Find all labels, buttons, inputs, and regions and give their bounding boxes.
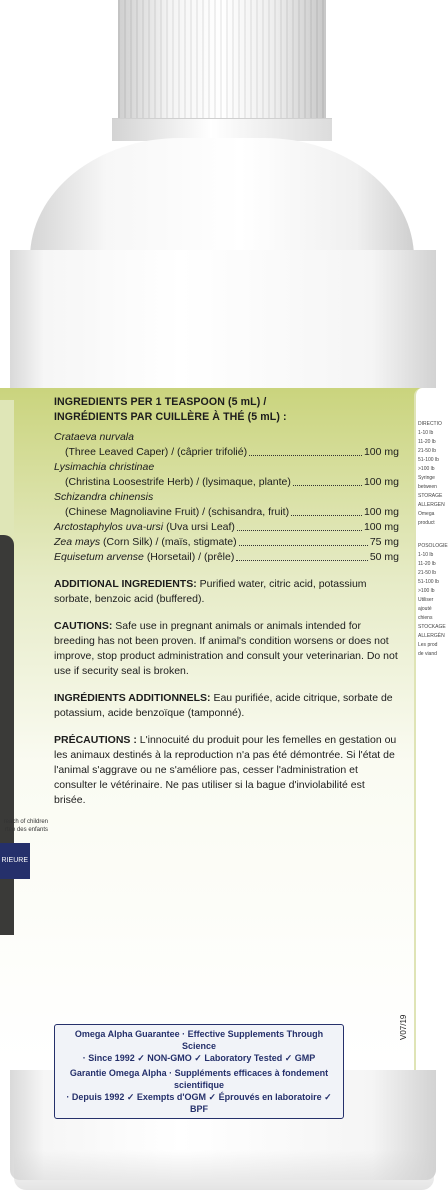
additional-ingredients-fr-label: INGRÉDIENTS ADDITIONNELS: — [54, 692, 211, 704]
ingredient-row — [54, 475, 399, 490]
cautions-label: CAUTIONS: — [54, 620, 113, 632]
directions-fragment: >100 lb — [418, 466, 435, 472]
directions-fragment: Les prod — [418, 642, 438, 648]
dot-leader — [236, 560, 367, 561]
guarantee-fr-line2: · Depuis 1992 ✓ Exempts d'OGM ✓ Éprouvés en laboratoire ✓ BPF — [66, 1092, 332, 1114]
child-warning-fr: rtée des enfants — [4, 827, 48, 833]
cautions — [54, 619, 399, 679]
ingredient-row — [54, 505, 399, 520]
ingredients-list — [54, 430, 399, 565]
lot-code-text: V07/19 — [399, 1014, 408, 1040]
directions-fragment: 51-100 lb — [418, 579, 439, 585]
ingredient-amount: 75 mg — [369, 536, 399, 548]
ingredient-common-name: (Chinese Magnoliavine Fruit) / (schisandra, fruit) — [65, 506, 290, 518]
guarantee-en-line2: · Since 1992 ✓ NON-GMO ✓ Laboratory Tested ✓ GMP — [82, 1053, 316, 1063]
ingredient-name — [54, 550, 234, 565]
ingredient-row — [54, 520, 399, 535]
directions-fragment: POSOLOGIE — [418, 543, 448, 549]
directions-fragment: between — [418, 484, 437, 490]
ingredient-amount: 100 mg — [363, 521, 399, 533]
directions-fragment: 21-50 lb — [418, 448, 437, 454]
ingredient-common-name: (Corn Silk) / (maïs, stigmate) — [103, 536, 237, 548]
directions-fragment: ALLERGÈN — [418, 633, 445, 639]
directions-fragment: 11-20 lb — [418, 439, 436, 445]
additional-ingredients-fr — [54, 691, 399, 721]
guarantee-en-line1: Omega Alpha Guarantee · Effective Supplements Through Science — [74, 1029, 324, 1051]
precautions-label: PRÉCAUTIONS : — [54, 734, 137, 746]
ingredients-panel — [54, 395, 399, 808]
additional-ingredients-label: ADDITIONAL INGREDIENTS: — [54, 578, 197, 590]
directions-fragment: Utiliser — [418, 597, 434, 603]
ingredient-latin-name: Lysimachia christinae — [54, 461, 155, 473]
dot-leader — [237, 530, 362, 531]
brand-banner-fragment: RIEURE — [0, 843, 30, 879]
ingredient-row — [54, 535, 399, 550]
ingredient-name — [54, 535, 237, 550]
directions-fragment: chiens — [418, 615, 433, 621]
bottle-cap — [118, 0, 326, 118]
ingredient-common-name: (Horsetail) / (prêle) — [146, 551, 235, 563]
ingredient-amount: 100 mg — [363, 446, 399, 458]
directions-fragment: STORAGE — [418, 493, 443, 499]
directions-fragment: STOCKAGE — [418, 624, 446, 630]
ingredient-latin-name: Crataeva nurvala — [54, 431, 134, 443]
directions-fragment: 1-10 lb — [418, 552, 434, 558]
ingredient-latin-name: Schizandra chinensis — [54, 491, 154, 503]
directions-fragment: product — [418, 520, 435, 526]
additional-ingredients-text: Purified water, citric acid, potassium sorbate, benzoic acid (buffered). — [54, 578, 367, 605]
dot-leader — [249, 455, 362, 456]
ingredient-amount: 100 mg — [363, 506, 399, 518]
ingredient-common-name: (Three Leaved Caper) / (câprier trifolié) — [65, 446, 248, 458]
directions-fragment: 51-100 lb — [418, 457, 439, 463]
ingredient-latin-name: Zea mays — [54, 536, 101, 548]
directions-fragment: Omega — [418, 511, 435, 517]
guarantee-fr-line1: Garantie Omega Alpha · Suppléments efficaces à fondement scientifique — [69, 1068, 329, 1090]
ingredient-latin-name: Arctostaphylos uva-ursi — [54, 521, 164, 533]
directions-fragment: Syringe — [418, 475, 435, 481]
dot-leader — [291, 515, 362, 516]
child-warning-fragment — [0, 818, 48, 834]
bottle-bottom-shadow — [14, 1150, 434, 1190]
directions-fragment: 1-10 lb — [418, 430, 434, 436]
dot-leader — [293, 485, 362, 486]
ingredient-common-name: (Christina Loosestrife Herb) / (lysimaque, plante) — [65, 476, 291, 488]
ingredient-row — [54, 445, 399, 460]
lot-code — [399, 1014, 413, 1080]
directions-fragment: 11-20 lb — [418, 561, 436, 567]
ingredient-latin-name: Equisetum arvense — [54, 551, 144, 563]
directions-fragment: de viand — [418, 651, 437, 657]
directions-fragment: ajouté — [418, 606, 432, 612]
guarantee-box — [54, 1024, 344, 1119]
ingredient-common-name: (Uva ursi Leaf) — [166, 521, 235, 533]
directions-fragment: ALLERGEN — [418, 502, 445, 508]
additional-ingredients — [54, 577, 399, 607]
dot-leader — [239, 545, 368, 546]
directions-fragment: DIRECTIO — [418, 421, 442, 427]
ingredient-amount: 50 mg — [369, 551, 399, 563]
precautions-text: L'innocuité du produit pour les femelles en gestation ou les animaux destinés à la reproduction n'a pas été démontrée. Si l'état de l'animal s'aggrave ou ne s'améliore pas, cesser l'administration et consulter le vétérinaire. Ne pas utiliser si la bague d'inviolabilité est brisée. — [54, 734, 397, 806]
directions-fragment: >100 lb — [418, 588, 435, 594]
cautions-text: Safe use in pregnant animals or animals intended for breeding has not been proven. If animal's condition worsens or does not improve, stop product administration and consult your veterinarian. Do not use if security seal is broken. — [54, 620, 398, 677]
ingredient-amount: 100 mg — [363, 476, 399, 488]
ingredients-heading-fr: INGRÉDIENTS PAR CUILLÈRE À THÉ (5 mL) : — [54, 411, 287, 423]
child-warning-en: reach of children — [3, 819, 48, 825]
ingredient-name — [54, 520, 235, 535]
directions-panel-text — [418, 420, 448, 659]
precautions — [54, 733, 399, 808]
ingredient-row — [54, 550, 399, 565]
ingredients-heading-en: INGREDIENTS PER 1 TEASPOON (5 mL) / — [54, 396, 267, 408]
additional-ingredients-fr-text: Eau purifiée, acide citrique, sorbate de potassium, acide benzoïque (tamponné). — [54, 692, 393, 719]
directions-fragment: 21-50 lb — [418, 570, 437, 576]
